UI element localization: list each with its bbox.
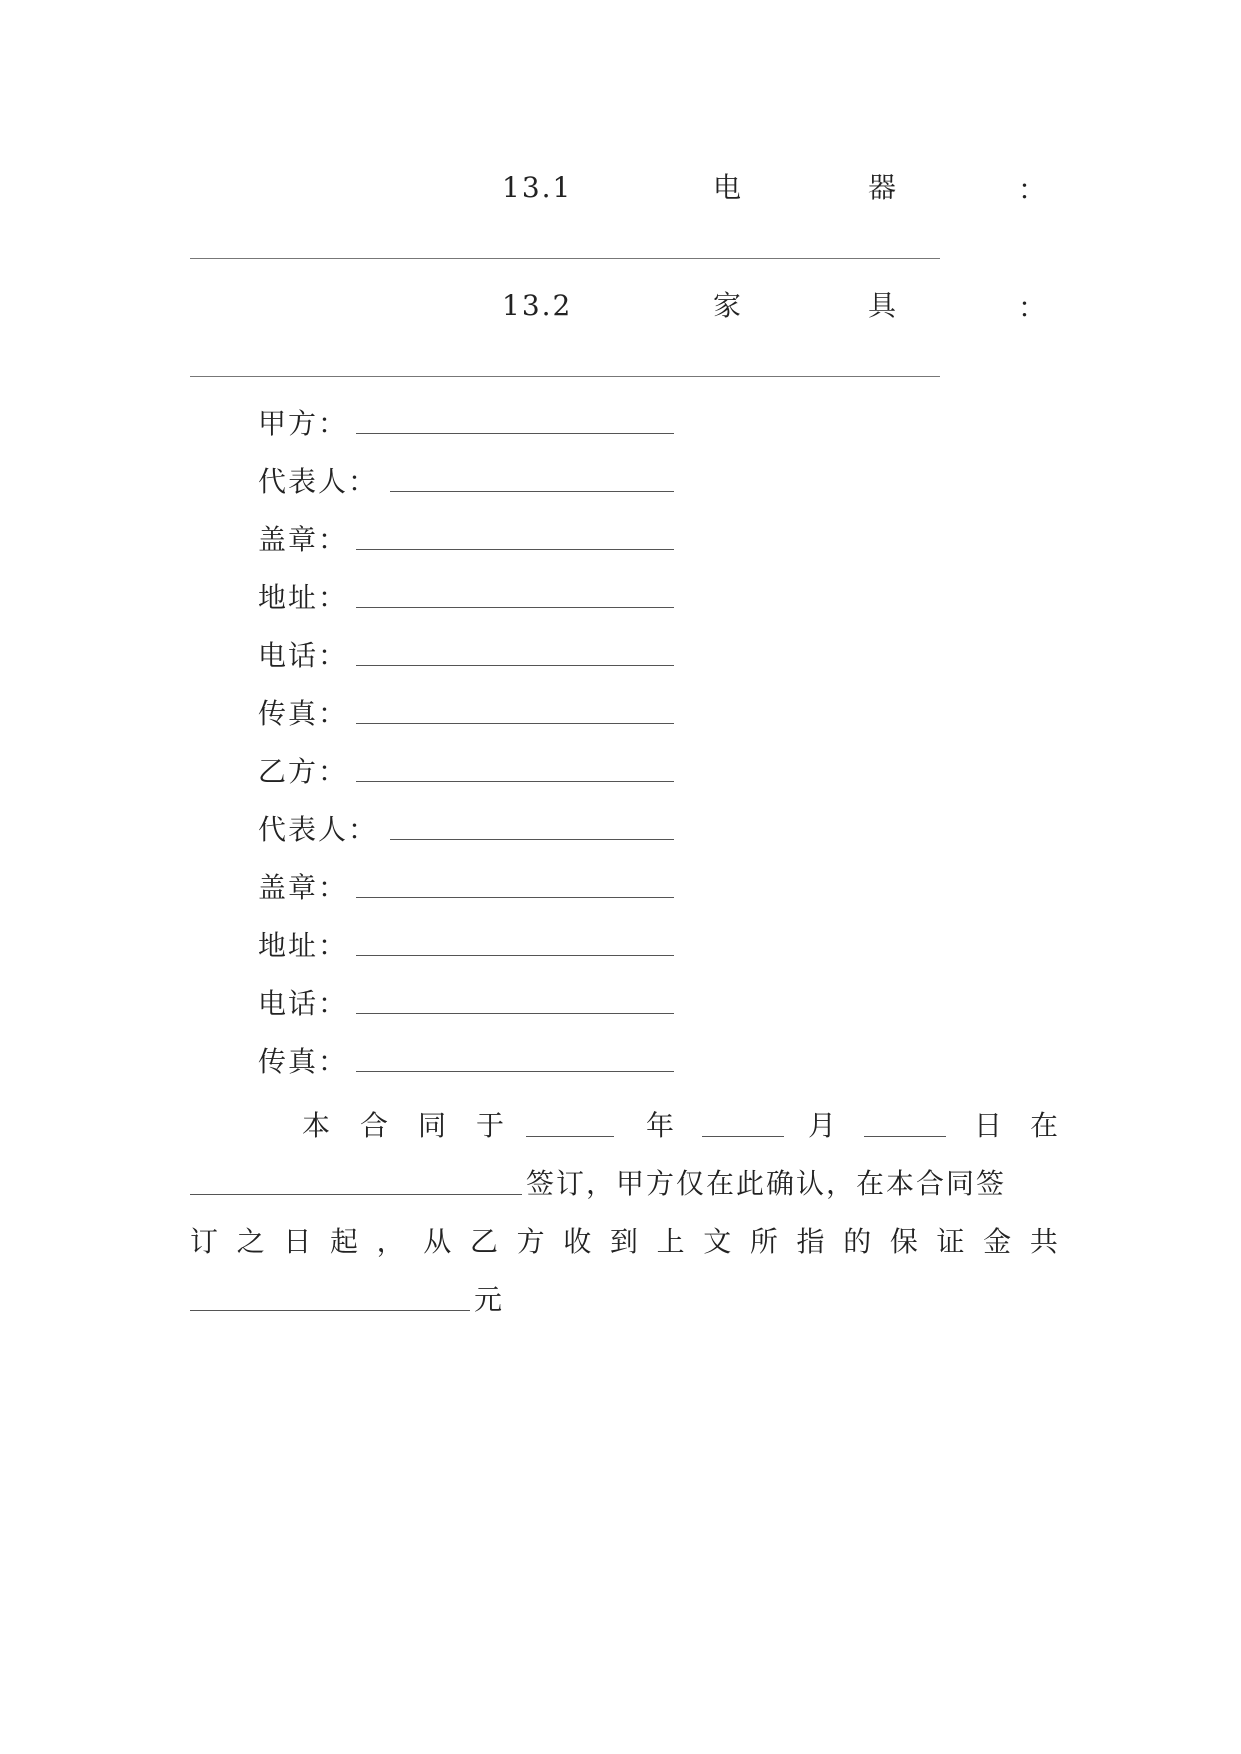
representative-blank[interactable] (390, 491, 674, 492)
party-b-label: 乙方： (258, 755, 349, 788)
year-blank[interactable] (526, 1136, 614, 1137)
item-char: 具 (868, 289, 899, 322)
day-blank[interactable] (864, 1136, 946, 1137)
closing-char: 从 (423, 1225, 454, 1258)
closing-char: 合 (360, 1109, 391, 1142)
closing-char: 于 (476, 1109, 507, 1142)
blank-line[interactable] (190, 376, 940, 377)
fax-blank[interactable] (356, 723, 674, 724)
item-colon: ： (1018, 291, 1049, 324)
currency-unit: 元 (474, 1283, 505, 1316)
place-blank[interactable] (190, 1194, 522, 1195)
closing-char: 共 (1029, 1225, 1060, 1258)
item-char: 电 (713, 171, 744, 204)
party-a-blank[interactable] (356, 433, 674, 434)
party-a-label: 甲方： (258, 407, 349, 440)
closing-char: 所 (749, 1225, 780, 1258)
item-char: 器 (868, 171, 899, 204)
closing-char: 金 (983, 1225, 1014, 1258)
closing-char: 保 (889, 1225, 920, 1258)
fax-blank[interactable] (356, 1071, 674, 1072)
seal-blank[interactable] (356, 897, 674, 898)
closing-char: 的 (843, 1225, 874, 1258)
closing-line-3 (190, 1222, 1060, 1262)
address-blank[interactable] (356, 607, 674, 608)
month-blank[interactable] (702, 1136, 784, 1137)
phone-label: 电话： (258, 987, 349, 1020)
item-number: 13.1 (502, 171, 573, 204)
seal-label: 盖章： (258, 871, 349, 904)
fax-label: 传真： (258, 1045, 349, 1078)
closing-char: 日 (974, 1109, 1005, 1142)
closing-char: ， (376, 1225, 407, 1258)
party-b-blank[interactable] (356, 781, 674, 782)
closing-char: 订 (190, 1225, 221, 1258)
representative-label: 代表人： (258, 813, 379, 846)
deposit-amount-blank[interactable] (190, 1310, 470, 1311)
closing-char: 上 (656, 1225, 687, 1258)
phone-blank[interactable] (356, 1013, 674, 1014)
closing-char: 年 (646, 1109, 677, 1142)
closing-char: 指 (796, 1225, 827, 1258)
closing-char: 乙 (469, 1225, 500, 1258)
closing-text: 签订，甲方仅在此确认，在本合同签 (526, 1167, 1007, 1200)
closing-char: 在 (1030, 1109, 1061, 1142)
item-colon: ： (1018, 173, 1049, 206)
closing-char: 方 (516, 1225, 547, 1258)
closing-char: 本 (302, 1109, 333, 1142)
phone-blank[interactable] (356, 665, 674, 666)
seal-label: 盖章： (258, 523, 349, 556)
closing-char: 证 (936, 1225, 967, 1258)
closing-char: 之 (236, 1225, 267, 1258)
blank-line[interactable] (190, 258, 940, 259)
address-label: 地址： (258, 929, 349, 962)
closing-char: 月 (808, 1109, 839, 1142)
closing-char: 同 (418, 1109, 449, 1142)
closing-char: 收 (563, 1225, 594, 1258)
representative-label: 代表人： (258, 465, 379, 498)
item-number: 13.2 (502, 289, 573, 322)
closing-char: 到 (609, 1225, 640, 1258)
fax-label: 传真： (258, 697, 349, 730)
closing-char: 起 (329, 1225, 360, 1258)
seal-blank[interactable] (356, 549, 674, 550)
closing-char: 日 (283, 1225, 314, 1258)
phone-label: 电话： (258, 639, 349, 672)
address-label: 地址： (258, 581, 349, 614)
item-char: 家 (713, 289, 744, 322)
closing-char: 文 (703, 1225, 734, 1258)
address-blank[interactable] (356, 955, 674, 956)
representative-blank[interactable] (390, 839, 674, 840)
